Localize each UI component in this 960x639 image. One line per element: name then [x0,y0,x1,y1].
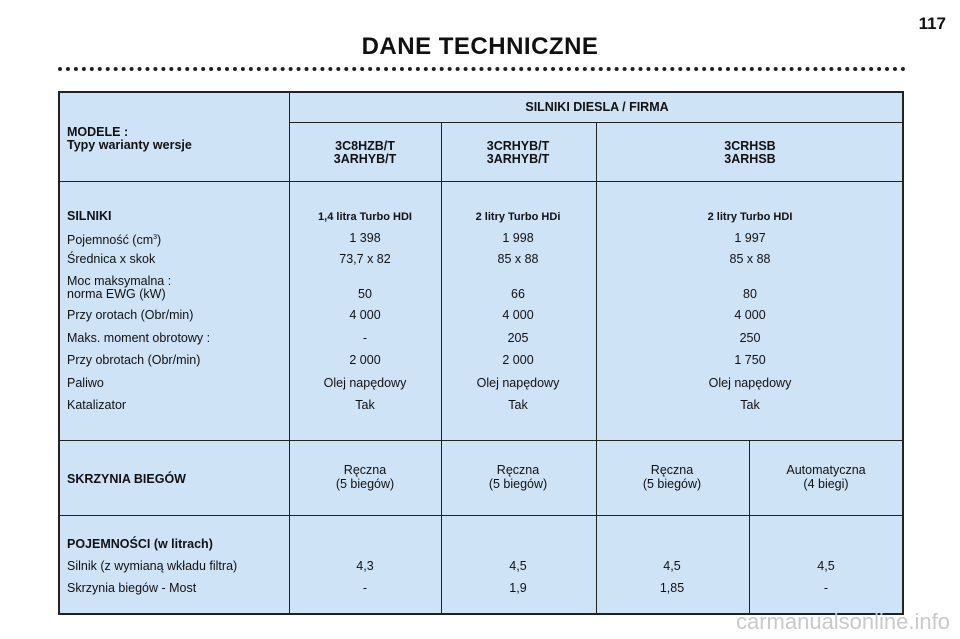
engine-oil-value-3: 4,5 [663,559,681,573]
power-rpm-value-1: 4 000 [349,308,381,322]
engines-heading: SILNIKI [67,209,112,223]
torque-rpm-value-3: 1 750 [734,353,766,367]
header-bottom-divider [60,181,904,182]
dotted-divider [58,67,906,71]
model-col-3-line1: 3CRHSB [724,139,776,153]
col-divider-2 [441,122,442,613]
max-torque-value-1: - [362,331,368,345]
gearbox-col-3-line1: Ręczna [650,463,694,477]
torque-rpm-value-1: 2 000 [349,353,381,367]
engines-bottom-divider [60,440,904,441]
page-title: DANE TECHNICZNE [361,33,599,60]
max-power-value-2: 66 [511,287,525,301]
torque-rpm-value-2: 2 000 [502,353,534,367]
model-col-1-line1: 3C8HZB/T [335,139,395,153]
col-divider-3 [596,122,597,613]
max-power-value-3: 80 [743,287,757,301]
models-sub-label: Typy warianty wersje [67,138,192,152]
displacement-value-3: 1 997 [734,231,766,245]
bore-stroke-value-3: 85 x 88 [729,252,771,266]
bore-stroke-label: Średnica x skok [67,252,156,266]
page-number: 117 [918,14,946,33]
catalyst-value-3: Tak [740,398,760,412]
engine-oil-value-2: 4,5 [509,559,527,573]
gearbox-oil-value-4: - [823,581,829,595]
model-col-1-line2: 3ARHYB/T [333,152,397,166]
spec-table [58,91,904,615]
fuel-value-2: Olej napędowy [476,376,560,390]
gearbox-col-1-line1: Ręczna [343,463,387,477]
max-power-label: Moc maksymalna : [67,274,172,288]
max-torque-value-3: 250 [739,331,761,345]
displacement-label [67,231,161,247]
gearbox-col-4-line2: (4 biegi) [803,477,849,491]
engine-oil-value-4: 4,5 [817,559,835,573]
engine-name-2: 2 litry Turbo HDi [475,211,561,223]
catalyst-value-1: Tak [355,398,375,412]
fuel-label: Paliwo [67,376,104,390]
gearbox-col-1-line2: (5 biegów) [335,477,395,491]
displacement-value-2: 1 998 [502,231,534,245]
max-power-value-1: 50 [358,287,372,301]
displacement-value-1: 1 398 [349,231,381,245]
power-rpm-value-3: 4 000 [734,308,766,322]
gearbox-bottom-divider [60,515,904,516]
engine-oil-label: Silnik (z wymianą wkładu filtra) [67,559,238,573]
gearbox-col-3-line2: (5 biegów) [642,477,702,491]
engine-name-3: 2 litry Turbo HDI [707,211,793,223]
group-header-divider [289,122,904,123]
gearbox-col-2-line2: (5 biegów) [488,477,548,491]
model-col-2-line1: 3CRHYB/T [486,139,550,153]
engine-oil-value-1: 4,3 [356,559,374,573]
fuel-value-3: Olej napędowy [708,376,792,390]
displacement-label-sup: 3 [153,234,158,241]
col-divider-4 [749,440,750,613]
model-col-2-line2: 3ARHYB/T [486,152,550,166]
gearbox-oil-value-2: 1,9 [509,581,527,595]
model-col-3-line2: 3ARHSB [724,152,776,166]
bore-stroke-value-1: 73,7 x 82 [339,252,391,266]
max-torque-label: Maks. moment obrotowy : [67,331,211,345]
fuel-value-1: Olej napędowy [323,376,407,390]
col-divider-1 [289,93,290,613]
torque-rpm-label: Przy obrotach (Obr/min) [67,353,201,367]
gearbox-col-4-line1: Automatyczna [786,463,866,477]
max-torque-value-2: 205 [507,331,529,345]
models-label: MODELE : [67,125,129,139]
catalyst-label: Katalizator [67,398,127,412]
gearbox-oil-label: Skrzynia biegów - Most [67,581,197,595]
diesel-group-header: SILNIKI DIESLA / FIRMA [525,100,669,114]
gearbox-oil-value-1: - [362,581,368,595]
power-rpm-value-2: 4 000 [502,308,534,322]
gearbox-label: SKRZYNIA BIEGÓW [67,472,186,486]
gearbox-col-2-line1: Ręczna [496,463,540,477]
engine-name-1: 1,4 litra Turbo HDI [318,211,412,223]
max-power-norm-label: norma EWG (kW) [67,287,166,301]
displacement-label-text: Pojemność (cm [67,233,154,248]
bore-stroke-value-2: 85 x 88 [497,252,539,266]
displacement-label-end: ) [157,233,162,248]
capacities-heading: POJEMNOŚCI (w litrach) [67,537,213,551]
watermark: carmanualsonline.info [735,609,950,634]
gearbox-oil-value-3: 1,85 [659,581,685,595]
catalyst-value-2: Tak [508,398,528,412]
power-rpm-label: Przy orotach (Obr/min) [67,308,194,322]
